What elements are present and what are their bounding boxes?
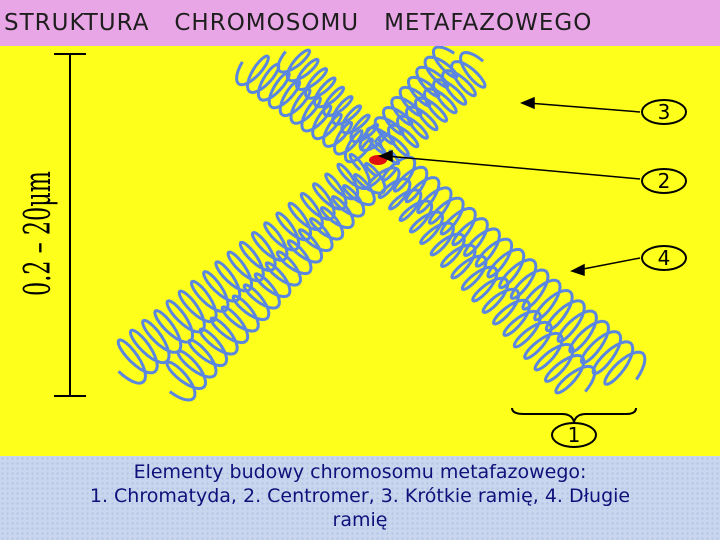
label-3: [642, 100, 686, 124]
caption-line-3: ramię: [332, 509, 388, 531]
caption-line-2: 1. Chromatyda, 2. Centromer, 3. Krótkie ramię, 4. Długie: [89, 485, 631, 507]
svg-text:3: 3: [657, 100, 671, 124]
arrow-short-arm: [528, 103, 640, 112]
chromosome-diagram: [0, 46, 720, 456]
title-bar: [0, 0, 720, 46]
short-arm-left-inner: [278, 50, 386, 150]
long-arm-right-outer: [383, 157, 645, 384]
chromatid-brace: [512, 408, 636, 422]
page-title: STRUKTURA CHROMOSOMU METAFAZOWEGO: [4, 10, 593, 36]
caption-line-1: Elementy budowy chromosomu metafazowego:: [133, 461, 587, 483]
scale-label: 0.2 – 20μm: [17, 171, 60, 296]
arrow-short-arm-head: [522, 98, 534, 108]
long-arm-right-inner: [369, 168, 595, 393]
svg-text:2: 2: [657, 169, 671, 193]
long-arm-left-outer: [118, 154, 369, 383]
svg-text:4: 4: [657, 246, 671, 270]
arrow-long-arm-head: [572, 265, 584, 275]
label-1: [552, 423, 596, 447]
label-2: [642, 169, 686, 193]
chromatid-arms: [118, 47, 645, 400]
label-4: [642, 246, 686, 270]
diagram-panel: [0, 46, 720, 456]
svg-text:1: 1: [567, 423, 581, 447]
arrow-long-arm: [578, 258, 640, 270]
caption: [0, 456, 720, 540]
